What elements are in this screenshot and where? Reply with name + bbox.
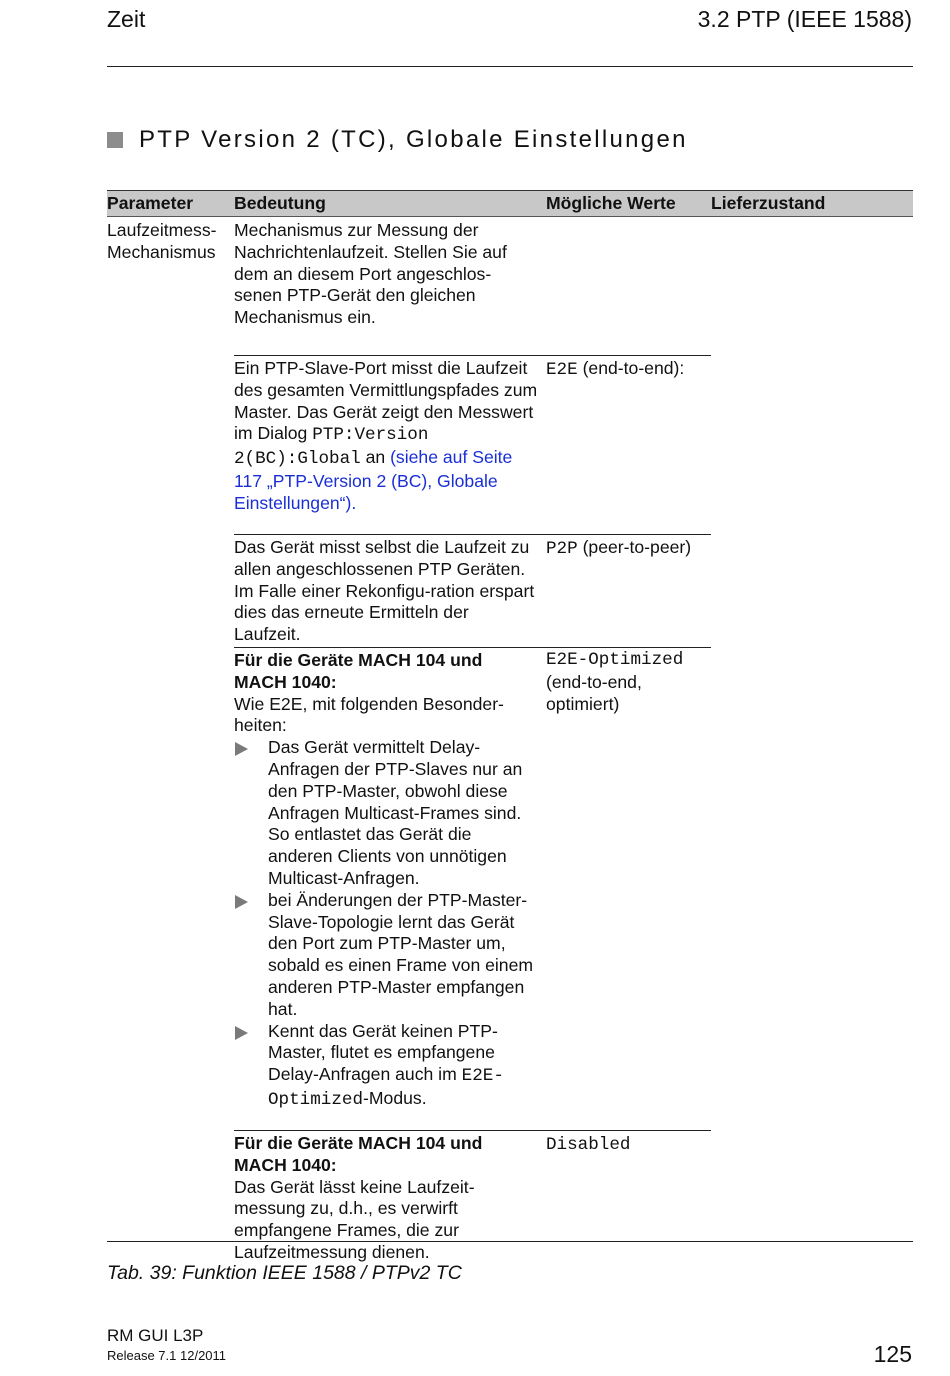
- bullet1-continuation: So entlastet das Gerät die anderen Clients von unnötigen Multicast-Anfragen.: [268, 824, 507, 888]
- row3-intro: Wie E2E, mit folgenden Besonder-heiten:: [234, 693, 504, 736]
- triangle-bullet-icon: [235, 742, 248, 756]
- footer-product: RM GUI L3P: [107, 1326, 204, 1345]
- triangle-bullet-icon: [235, 895, 248, 909]
- row4-value: [546, 1133, 711, 1157]
- row4-value-code: Disabled: [546, 1135, 631, 1155]
- page-header-right: 3.2 PTP (IEEE 1588): [697, 6, 912, 32]
- row-divider: [234, 647, 711, 648]
- triangle-bullet-icon: [235, 1026, 248, 1040]
- row1-cross-reference-link[interactable]: (siehe auf Seite 117 „PTP-Version 2 (BC), Globale Einstellungen“).: [234, 447, 513, 513]
- row2-value: [546, 537, 711, 561]
- row4-description: [234, 1133, 539, 1264]
- bullet2-text: bei Änderungen der PTP-Master-Slave-Topologie lernt das Gerät den Port zum PTP-Master um, sobald es einen Frame von einem anderen PTP-Master empfangen hat.: [268, 889, 534, 1019]
- list-item: [234, 890, 539, 1021]
- list-item: [234, 737, 539, 890]
- row4-text: Das Gerät lässt keine Laufzeit-messung zu, d.h., es verwirft empfangene Frames, die zur Laufzeitmessung dienen.: [234, 1176, 475, 1262]
- row1-text: Ein PTP-Slave-Port misst die Laufzeit des gesamten Vermittlungspfades zum Master. Das Gerät zeigt den Messwert im Dialog: [234, 358, 538, 444]
- row1-value-code: E2E: [546, 360, 578, 380]
- column-header-werte: Mögliche Werte: [546, 193, 676, 213]
- section-heading: [107, 126, 688, 154]
- row3-description: [234, 650, 539, 1112]
- parameter-table: [107, 190, 913, 1262]
- table-header: [107, 190, 913, 217]
- row2-description: Das Gerät misst selbst die Laufzeit zu allen angeschlossenen PTP Geräten. Im Falle einer Rekonfigu-ration erspart dies das erneute Ermitteln der Laufzeit.: [234, 537, 535, 645]
- column-header-lieferzustand: Lieferzustand: [711, 193, 826, 213]
- header-rule: [107, 66, 913, 67]
- bullet3-code: E2E-Optimized: [268, 1066, 504, 1110]
- row-divider: [234, 355, 711, 356]
- page-header-left: Zeit: [107, 6, 146, 32]
- row1-value-text: (end-to-end):: [577, 358, 685, 378]
- row1-dialog-code: PTP:Version 2(BC):Global: [234, 425, 429, 470]
- row0-description: Mechanismus zur Messung der Nachrichtenlaufzeit. Stellen Sie auf dem an diesem Port angeschlos-senen PTP-Gerät den gleichen Mechanismus ein.: [234, 220, 507, 328]
- bullet3-body: Kennt das Gerät keinen PTP-Master, flutet es empfangene Delay-Anfragen auch im: [268, 1020, 498, 1085]
- row1-value: [546, 358, 711, 382]
- row2-value-code: P2P: [546, 539, 578, 559]
- row2-value-text: (peer-to-peer): [577, 537, 692, 557]
- page-number: 125: [873, 1341, 912, 1367]
- bullet3-text: [268, 1021, 539, 1112]
- row3-value-code: E2E-Optimized: [546, 650, 684, 670]
- column-header-parameter: Parameter: [107, 193, 194, 213]
- square-bullet-icon: [107, 132, 123, 148]
- list-item: [234, 1021, 539, 1112]
- row3-value: [546, 650, 711, 715]
- row3-device-note: Für die Geräte MACH 104 und MACH 1040:: [234, 650, 483, 692]
- row-divider: [234, 1130, 711, 1131]
- section-title: PTP Version 2 (TC), Globale Einstellungen: [139, 126, 688, 153]
- parameter-name-line1: Laufzeitmess-: [107, 220, 217, 240]
- row1-description: [234, 358, 539, 515]
- table-body: [107, 217, 913, 1262]
- table-caption: Tab. 39: Funktion IEEE 1588 / PTPv2 TC: [107, 1262, 462, 1284]
- row-divider: [234, 534, 711, 535]
- parameter-name: [107, 220, 232, 264]
- column-header-bedeutung: Bedeutung: [234, 193, 326, 213]
- footer-release: Release 7.1 12/2011: [107, 1348, 227, 1363]
- bullet3-suffix: -Modus.: [363, 1087, 427, 1108]
- bullet1-text: Das Gerät vermittelt Delay-Anfragen der PTP-Slaves nur an den PTP-Master, obwohl diese Anfragen Multicast-Frames sind.: [268, 737, 523, 823]
- row1-dialog-suffix: an: [360, 447, 386, 468]
- row3-value-text: (end-to-end, optimiert): [546, 671, 642, 714]
- row4-device-note: Für die Geräte MACH 104 und MACH 1040:: [234, 1133, 483, 1175]
- parameter-name-line2: Mechanismus: [107, 241, 216, 262]
